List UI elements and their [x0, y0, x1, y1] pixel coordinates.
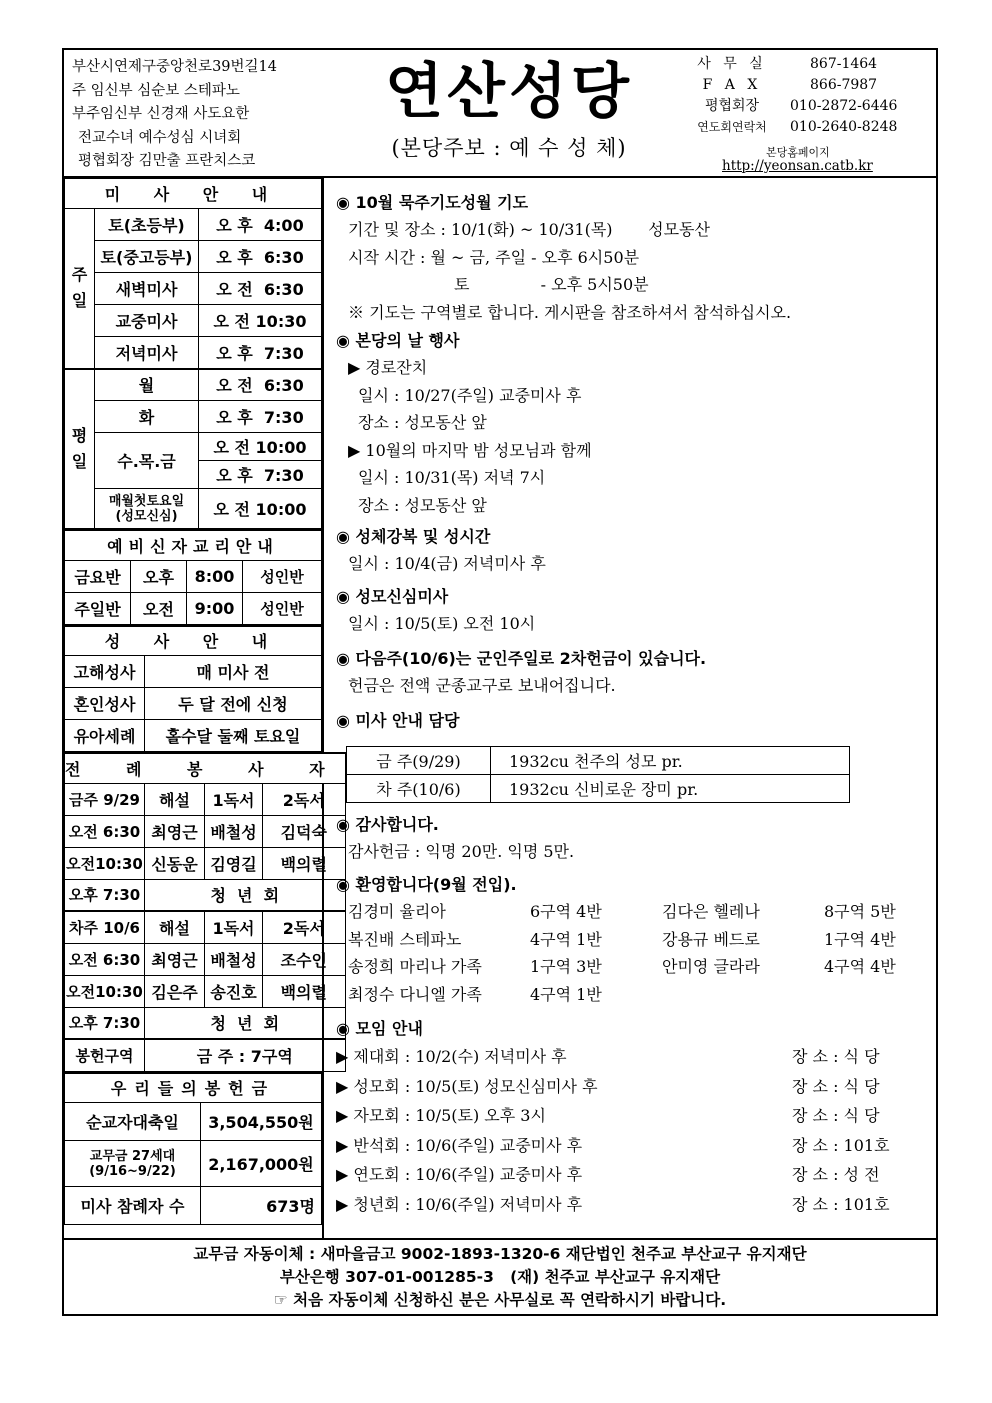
minister-name: 배철성 — [205, 943, 263, 975]
contact-label: 사 무 실 — [697, 56, 767, 72]
sacrament-name: 고해성사 — [65, 656, 145, 688]
mass-time: 오 후 6:30 — [199, 241, 322, 273]
notice-line: 기간 및 장소 : 10/1(화) ~ 10/31(목) 성모동산 — [348, 220, 710, 239]
minister-head: 금주 9/29 — [65, 783, 145, 815]
contact-row — [686, 117, 934, 138]
class-name: 주일반 — [65, 592, 131, 624]
mass-name: 새벽미사 — [95, 273, 199, 305]
class-time: 8:00 — [187, 560, 243, 592]
minister-head: 1독서 — [205, 783, 263, 815]
mass-time: 오 전 10:00 — [199, 433, 322, 461]
welcome-section — [336, 872, 926, 1008]
minister-head: 2독서 — [263, 911, 346, 943]
section-title: ◉ 감사합니다. — [336, 815, 439, 834]
minister-name: 최영근 — [145, 815, 205, 847]
minister-head: 1독서 — [205, 911, 263, 943]
mass-time: 오 전 6:30 — [199, 273, 322, 305]
mass-guide-section — [336, 708, 926, 734]
contact-label: 평협회장 — [704, 98, 760, 114]
minister-name: 송진호 — [205, 975, 263, 1007]
donations-title: 우리들의봉헌금 — [65, 1073, 322, 1103]
section-title: ◉ 본당의 날 행사 — [336, 331, 460, 350]
parish-title: 연산성당 — [385, 57, 633, 127]
sacrament-info: 홀수달 둘째 토요일 — [145, 720, 322, 752]
parish-address: 부산시연제구중앙천로39번길14 — [72, 59, 277, 75]
welcome-row: 김경미 율리아 6구역 4반 김다은 헬레나 8구역 5반 — [348, 902, 896, 921]
staff-line: 주 임신부 심순보 스테파노 — [72, 82, 240, 99]
autopay-note: ☞ 처음 자동이체 신청하신 분은 사무실로 꼭 연락하시기 바랍니다. — [273, 1291, 727, 1309]
minister-name: 김영길 — [205, 847, 263, 879]
notice-line: ▶ 10월의 마지막 밤 성모님과 함께 — [348, 440, 592, 460]
notice-line: 장소 : 성모동산 앞 — [358, 495, 487, 515]
adoration-section — [336, 524, 926, 578]
mass-time: 오 후 4:00 — [199, 209, 322, 241]
bank-info: 부산은행 307-01-001285-3 (재) 천주교 부산교구 유지재단 — [279, 1268, 721, 1286]
right-column — [326, 178, 936, 1238]
contact-info — [686, 54, 934, 174]
section-title: ◉ 성모신심미사 — [336, 587, 449, 606]
section-title: ◉ 환영합니다(9월 전입). — [336, 875, 517, 894]
meeting-row: ▶ 반석회 : 10/6(주일) 교중미사 후 장 소 : 101호 — [336, 1135, 890, 1155]
minister-time: 오후 7:30 — [65, 879, 145, 911]
mass-schedule-title: 미 사 안 내 — [65, 179, 322, 209]
donation-amount: 2,167,000원 — [201, 1141, 322, 1187]
class-time: 9:00 — [187, 592, 243, 624]
class-period: 오전 — [131, 592, 187, 624]
contact-row — [686, 54, 934, 75]
sacrament-info: 매 미사 전 — [145, 656, 322, 688]
minister-name: 조수인 — [263, 943, 346, 975]
contact-row — [686, 96, 934, 117]
sacrament-name: 혼인성사 — [65, 688, 145, 720]
parish-info — [72, 56, 332, 174]
minister-name: 김은주 — [145, 975, 205, 1007]
weekday-label: 평일 — [65, 369, 95, 529]
mass-name: 교중미사 — [95, 305, 199, 337]
section-title: ◉ 미사 안내 담당 — [336, 711, 460, 730]
thanks-section — [336, 812, 926, 866]
minister-name: 배철성 — [205, 815, 263, 847]
notice-line: 시작 시간 : 월 ~ 금, 주일 - 오후 6시50분 — [348, 247, 640, 267]
homepage-link[interactable]: http://yeonsan.catb.kr — [722, 158, 873, 174]
minister-name: 백의렬 — [263, 847, 346, 879]
attendance-count: 673명 — [201, 1187, 322, 1225]
contact-label: 연도회연락처 — [697, 120, 767, 134]
minister-name: 신동운 — [145, 847, 205, 879]
mass-name: 수.목.금 — [95, 433, 199, 489]
minister-head: 2독서 — [263, 783, 346, 815]
left-column — [64, 178, 345, 1238]
minister-group: 청 년 회 — [145, 879, 346, 911]
sunday-label: 주일 — [65, 209, 95, 369]
bulletin-subtitle: (본당주보 : 예 수 성 체) — [391, 136, 627, 160]
meeting-row: ▶ 자모회 : 10/5(토) 오후 3시 장 소 : 식 당 — [336, 1106, 880, 1125]
minister-head: 차주 10/6 — [65, 911, 145, 943]
section-title: ◉ 다음주(10/6)는 군인주일로 2차헌금이 있습니다. — [336, 649, 707, 668]
catechumen-table — [64, 529, 322, 625]
contact-value: 010-2640-8248 — [790, 119, 898, 135]
mass-time: 오 후 7:30 — [199, 337, 322, 369]
notice-line: 일시 : 10/27(주일) 교중미사 후 — [358, 385, 582, 405]
mass-time: 오 후 7:30 — [199, 401, 322, 433]
minister-group: 청 년 회 — [145, 1007, 346, 1039]
mass-time: 오 후 7:30 — [199, 461, 322, 489]
welcome-row: 송정희 마리나 가족 1구역 3반 안미영 글라라 4구역 4반 — [348, 957, 896, 976]
sacrament-info: 두 달 전에 신청 — [145, 688, 322, 720]
welcome-row: 최정수 다니엘 가족 4구역 1반 — [348, 984, 602, 1004]
sacraments-table — [64, 625, 322, 753]
sacrament-name: 유아세례 — [65, 720, 145, 752]
mass-name: 매월첫토요일 (성모신심) — [95, 489, 199, 529]
meeting-row: ▶ 성모회 : 10/5(토) 성모신심미사 후 장 소 : 식 당 — [336, 1076, 880, 1096]
minister-time: 오전10:30 — [65, 975, 145, 1007]
contact-value: 866-7987 — [810, 77, 878, 93]
mass-schedule-table — [64, 178, 322, 529]
minister-time: 오전 6:30 — [65, 943, 145, 975]
attendance-label: 미사 참례자 수 — [65, 1187, 201, 1225]
guide-group: 1932cu 신비로운 장미 pr. — [491, 775, 850, 803]
notice-line: 헌금은 전액 군종교구로 보내어집니다. — [348, 676, 616, 695]
meeting-row: ▶ 제대회 : 10/2(수) 저녁미사 후 장 소 : 식 당 — [336, 1047, 880, 1066]
meeting-row: ▶ 연도회 : 10/6(주일) 교중미사 후 장 소 : 성 전 — [336, 1165, 880, 1184]
sacraments-title: 성 사 안 내 — [65, 626, 322, 656]
contact-row — [686, 75, 934, 96]
section-title: ◉ 성체강복 및 성시간 — [336, 527, 491, 546]
class-type: 성인반 — [243, 592, 322, 624]
mass-name: 월 — [95, 369, 199, 401]
ministers-title: 전 례 봉 사 자 — [65, 753, 346, 783]
mass-name: 토(초등부) — [95, 209, 199, 241]
autopay-info: 교무금 자동이체 : 새마을금고 9002-1893-1320-6 재단법인 천주교 부산교구 유지재단 — [193, 1245, 807, 1263]
bulletin-header — [64, 50, 936, 178]
minister-name: 최영근 — [145, 943, 205, 975]
meeting-row: ▶ 청년회 : 10/6(주일) 저녁미사 후 장 소 : 101호 — [336, 1194, 890, 1214]
minister-head: 해설 — [145, 911, 205, 943]
staff-line: 부주임신부 신경재 사도요한 — [72, 106, 250, 122]
contact-value: 867-1464 — [810, 56, 878, 72]
mass-name: 화 — [95, 401, 199, 433]
mass-time: 오 전 6:30 — [199, 369, 322, 401]
class-type: 성인반 — [243, 560, 322, 592]
notice-line: 일시 : 10/5(토) 오전 10시 — [348, 614, 536, 633]
donation-name: 순교자대축일 — [65, 1103, 201, 1141]
notice-line: ▶ 경로잔치 — [348, 358, 428, 377]
offering-zone-value: 금 주 : 7구역 — [145, 1039, 346, 1071]
bulletin-footer — [64, 1238, 936, 1314]
minister-head: 해설 — [145, 783, 205, 815]
mass-guide-table — [346, 746, 850, 803]
mass-time: 오 전 10:30 — [199, 305, 322, 337]
notice-line: 일시 : 10/4(금) 저녁미사 후 — [348, 554, 546, 573]
guide-group: 1932cu 천주의 성모 pr. — [491, 747, 850, 775]
catechumen-title: 예비신자교리안내 — [65, 530, 322, 560]
minister-time: 오전 6:30 — [65, 815, 145, 847]
minister-time: 오전10:30 — [65, 847, 145, 879]
notice-line: 토 - 오후 5시50분 — [454, 275, 649, 294]
guide-week: 차 주(10/6) — [347, 775, 491, 803]
welcome-row: 복진배 스테파노 4구역 1반 강용규 베드로 1구역 4반 — [348, 929, 896, 949]
ministers-table — [64, 752, 346, 1072]
bulletin-frame — [62, 48, 938, 1316]
staff-line: 전교수녀 예수성심 시녀회 — [78, 129, 242, 146]
notice-line: 감사헌금 : 익명 20만. 익명 5만. — [348, 842, 575, 861]
rosary-section — [336, 190, 926, 326]
donations-table — [64, 1072, 322, 1226]
section-title: ◉ 10월 묵주기도성월 기도 — [336, 193, 529, 212]
minister-name: 김덕숙 — [263, 815, 346, 847]
notice-line: 일시 : 10/31(목) 저녁 7시 — [358, 468, 546, 487]
homepage-label: 본당홈페이지 — [766, 146, 830, 159]
parish-day-section — [336, 328, 926, 519]
notice-line: ※ 기도는 구역별로 합니다. 게시판을 참조하셔서 참석하십시오. — [348, 302, 792, 322]
class-period: 오후 — [131, 560, 187, 592]
minister-time: 오후 7:30 — [65, 1007, 145, 1039]
staff-line: 평협회장 김만출 프란치스코 — [78, 153, 256, 169]
offering-zone-label: 봉헌구역 — [65, 1039, 145, 1071]
class-name: 금요반 — [65, 560, 131, 592]
mass-name: 저녁미사 — [95, 337, 199, 369]
section-title: ◉ 모임 안내 — [336, 1019, 423, 1038]
minister-name: 백의렬 — [263, 975, 346, 1007]
donation-amount: 3,504,550원 — [201, 1103, 322, 1141]
contact-label: F A X — [702, 77, 762, 93]
marian-mass-section — [336, 584, 926, 638]
military-sunday-section — [336, 646, 926, 700]
meetings-section — [336, 1016, 926, 1219]
notice-line: 장소 : 성모동산 앞 — [358, 413, 487, 432]
guide-week: 금 주(9/29) — [347, 747, 491, 775]
mass-time: 오 전 10:00 — [199, 489, 322, 529]
mass-name: 토(중고등부) — [95, 241, 199, 273]
donation-name: 교무금 27세대 (9/16~9/22) — [65, 1141, 201, 1187]
contact-value: 010-2872-6446 — [790, 98, 898, 114]
